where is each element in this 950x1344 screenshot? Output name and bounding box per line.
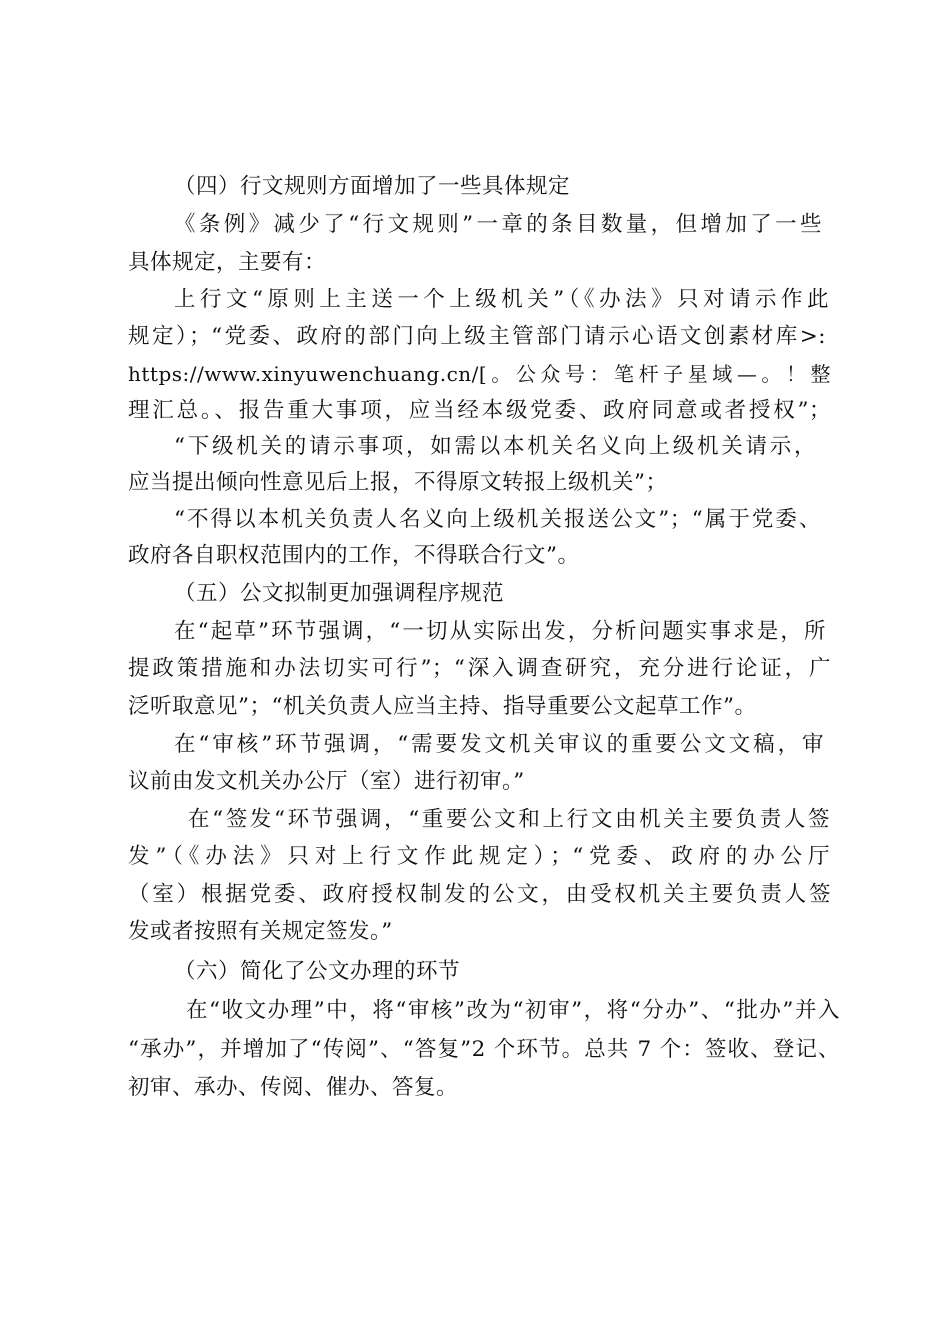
paragraph-line: 泛听取意见”；“机关负责人应当主持、指导重要公文起草工作”。: [128, 694, 757, 719]
paragraph-line: 在“审核”环节强调，“需要发文机关审议的重要公文文稿，审: [174, 732, 824, 757]
paragraph-line: 发”（《办法》只对上行文作此规定）；“党委、政府的办公厅: [128, 844, 830, 869]
paragraph-line: 政府各自职权范围内的工作，不得联合行文”。: [128, 543, 580, 568]
paragraph-line: 规定）；“党委、政府的部门向上级主管部门请示心语文创素材库>:: [128, 324, 826, 349]
paragraph-line: 具体规定，主要有：: [128, 250, 327, 275]
paragraph-line: “承办”，并增加了“传阅”、“答复”2 个环节。总共 7 个：签收、登记、: [128, 1037, 840, 1062]
paragraph-line: 理汇总。、报告重大事项，应当经本级党委、政府同意或者授权”；: [128, 398, 831, 423]
paragraph-line: （室）根据党委、政府授权制发的公文，由受权机关主要负责人签: [128, 882, 831, 907]
section-heading-4: （四）行文规则方面增加了一些具体规定: [174, 174, 571, 199]
paragraph-line: “不得以本机关负责人名义向上级机关报送公文”；“属于党委、: [174, 507, 821, 532]
paragraph-line: https://www.xinyuwenchuang.cn/[。公众号：笔杆子星域—。！整: [128, 362, 831, 386]
section-heading-6: （六）简化了公文办理的环节: [174, 959, 461, 984]
paragraph-line: 上行文“原则上主送一个上级机关”（《办法》只对请示作此: [174, 287, 829, 312]
paragraph-line: 在“收文办理”中，将“审核”改为“初审”，将“分办”、“批办”并入: [186, 998, 840, 1023]
paragraph-line: 发或者按照有关规定签发。”: [128, 919, 393, 944]
paragraph-line: 议前由发文机关办公厅（室）进行初审。”: [128, 769, 525, 794]
paragraph-line: 提政策措施和办法切实可行”；“深入调查研究，充分进行论证，广: [128, 656, 831, 681]
paragraph-line: “下级机关的请示事项，如需以本机关名义向上级机关请示，: [174, 434, 816, 459]
paragraph-line: 《条例》减少了“行文规则”一章的条目数量，但增加了一些: [174, 212, 822, 237]
paragraph-line: 在“起草”环节强调，“一切从实际出发，分析问题实事求是，所: [174, 619, 826, 644]
paragraph-line: 在“签发“环节强调，“重要公文和上行文由机关主要负责人签: [188, 807, 830, 832]
paragraph-line: 应当提出倾向性意见后上报，不得原文转报上级机关”；: [128, 470, 668, 495]
paragraph-line: 初审、承办、传阅、催办、答复。: [128, 1075, 459, 1100]
section-heading-5: （五）公文拟制更加强调程序规范: [174, 581, 505, 606]
